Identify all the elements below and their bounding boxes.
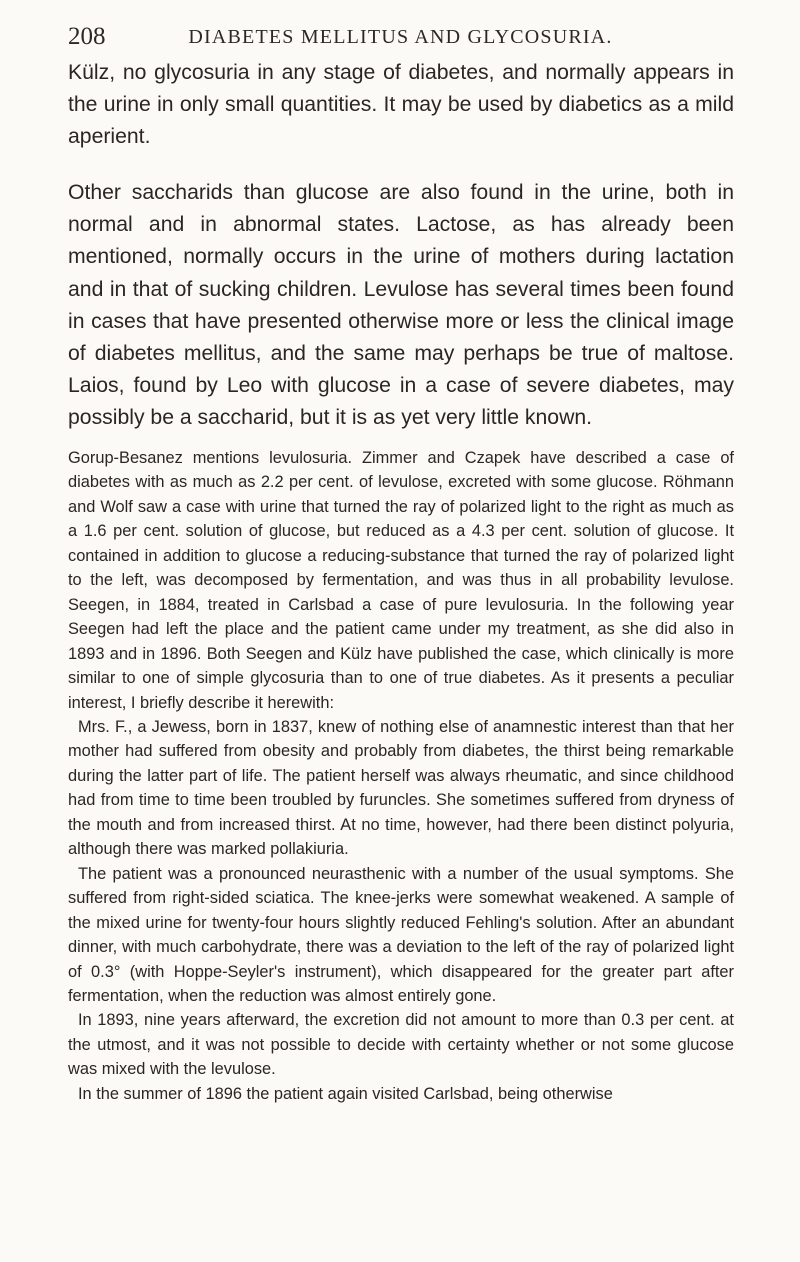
paragraph-large-1: Külz, no glycosuria in any stage of diabetes, and normally appears in the urine in only small quantities. It may be used by diabetics as a mild aperient. [68,61,734,149]
paragraph-small-1: Gorup-Besanez mentions levulosuria. Zimmer and Czapek have described a case of diabetes with as much as 2.2 per cent. of levulose, excreted with some glucose. Röhmann and Wolf saw a case with urine that turned the ray of polarized light to the right as much as a 1.6 per cent. solution of glucose, but reduced as a 4.3 per cent. solution of glucose. It contained in addition to glucose a reducing-substance that turned the ray of polarized light to the left, was decomposed by fermentation, and was thus in all probability levulose. Seegen, in 1884, treated in Carlsbad a case of pure levulosuria. In the following year Seegen had left the place and the patient came under my treatment, as she did also in 1893 and in 1896. Both Seegen and Külz have published the case, which clinically is more similar to one of simple glycosuria than to one of true diabetes. As it presents a peculiar interest, I briefly describe it herewith: [68,449,734,712]
running-title: DIABETES MELLITUS AND GLYCOSURIA. [188,26,613,48]
running-head [68,20,733,54]
paragraph-small-2: Mrs. F., a Jewess, born in 1837, knew of nothing else of anamnestic interest than that her mother had suffered from obesity and probably from diabetes, the thirst being remarkable during the latter part of life. The patient herself was always rheumatic, and since childhood had from time to time been troubled by furuncles. She sometimes suffered from dryness of the mouth and from increased thirst. At no time, however, had there been distinct polyuria, although there was marked pollakiuria. [68,718,734,859]
paragraph-small-5: In the summer of 1896 the patient again visited Carlsbad, being otherwise [78,1084,613,1103]
body-text [68,57,734,1106]
page-number: 208 [68,23,106,50]
paragraph-small-3: The patient was a pronounced neurasthenic with a number of the usual symptoms. She suffered from right-sided sciatica. The knee-jerks were somewhat weakened. A sample of the mixed urine for twenty-four hours slightly reduced Fehling's solution. After an abundant dinner, with much carbohydrate, there was a deviation to the left of the ray of polarized light of 0.3° (with Hoppe-Seyler's instrument), which disappeared for the greater part after fermentation, when the reduction was almost entirely gone. [68,864,734,1005]
paragraph-small-4: In 1893, nine years afterward, the excretion did not amount to more than 0.3 per cent. at the utmost, and it was not possible to decide with certainty whether or not some glucose was mixed with the levulose. [68,1011,734,1079]
paragraph-large-2: Other saccharids than glucose are also found in the urine, both in normal and in abnormal states. Lactose, as has already been mentioned, normally occurs in the urine of mothers during lactation and in that of sucking children. Levulose has several times been found in cases that have presented otherwise more or less the clinical image of diabetes mellitus, and the same may perhaps be true of maltose. Laios, found by Leo with glucose in a case of severe diabetes, may possibly be a saccharid, but it is as yet very little known. [68,181,734,429]
